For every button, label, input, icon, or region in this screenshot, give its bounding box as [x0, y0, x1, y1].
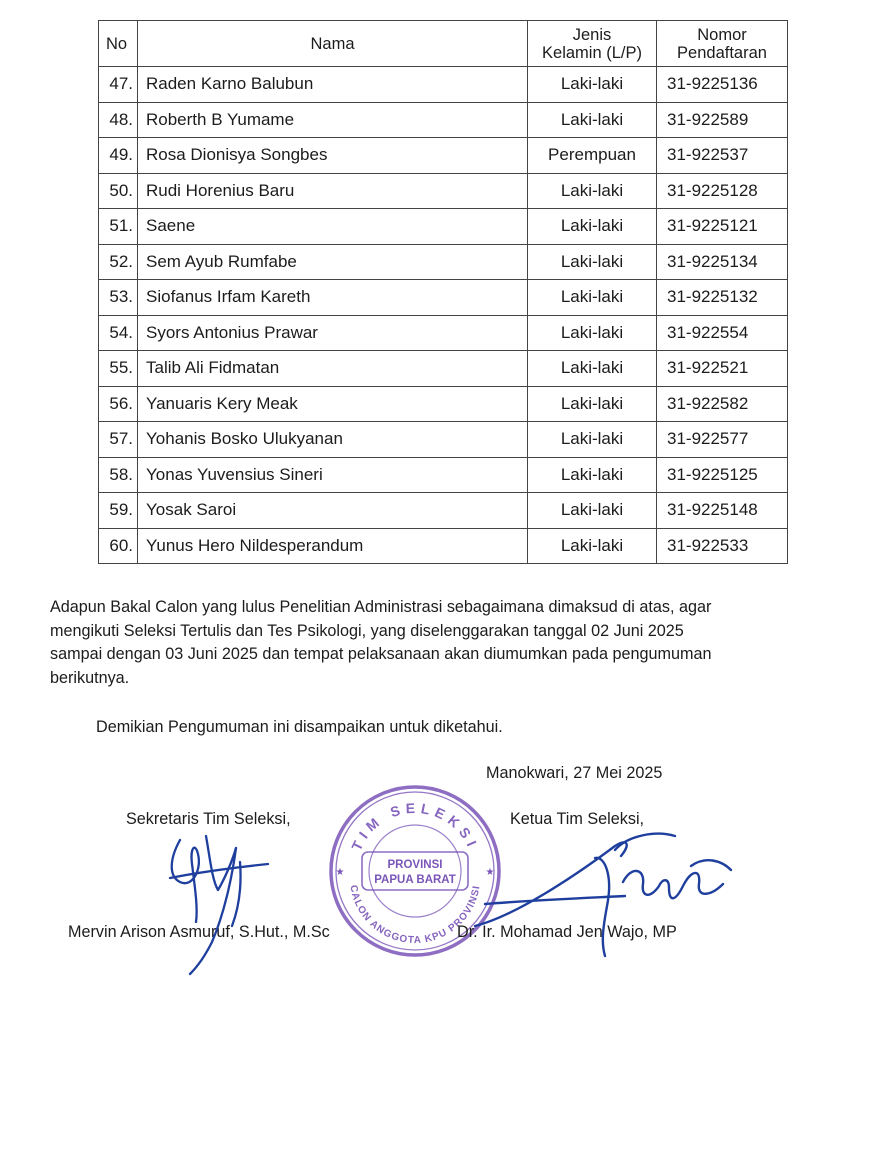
cell-sex: Laki-laki — [528, 280, 657, 316]
cell-sex: Laki-laki — [528, 244, 657, 280]
cell-registration: 31-9225128 — [657, 173, 788, 209]
paragraph-line: sampai dengan 03 Juni 2025 dan tempat pelaksanaan akan diumumkan pada pengumuman — [50, 645, 712, 663]
cell-sex: Laki-laki — [528, 457, 657, 493]
table-row — [99, 173, 788, 209]
paragraph-line: berikutnya. — [50, 668, 130, 687]
cell-name: Yanuaris Kery Meak — [138, 386, 528, 422]
cell-name: Yosak Saroi — [138, 493, 528, 529]
table-row — [99, 209, 788, 245]
stamp-center-line2: PAPUA BARAT — [374, 874, 456, 886]
table-row — [99, 315, 788, 351]
table-row — [99, 457, 788, 493]
cell-no: 53. — [99, 280, 138, 316]
stamp-star-right: ★ — [485, 867, 495, 878]
secretary-title: Sekretaris Tim Seleksi, — [126, 810, 291, 828]
stamp-bottom-arc: CALON ANGGOTA KPU PROVINSI — [347, 884, 483, 947]
place-date: Manokwari, 27 Mei 2025 — [486, 764, 663, 782]
cell-sex: Laki-laki — [528, 422, 657, 458]
cell-registration: 31-9225136 — [657, 67, 788, 103]
cell-no: 49. — [99, 138, 138, 174]
header-sex-line1: Jenis — [572, 25, 612, 44]
table-row — [99, 386, 788, 422]
cell-registration: 31-922537 — [657, 138, 788, 174]
announcement-paragraph — [50, 596, 820, 690]
chairman-signature — [455, 806, 755, 976]
cell-no: 58. — [99, 457, 138, 493]
cell-registration: 31-922554 — [657, 315, 788, 351]
cell-no: 56. — [99, 386, 138, 422]
cell-registration: 31-922589 — [657, 102, 788, 138]
header-sex — [528, 21, 657, 67]
cell-registration: 31-9225148 — [657, 493, 788, 529]
table-row — [99, 67, 788, 103]
cell-name: Yonas Yuvensius Sineri — [138, 457, 528, 493]
cell-sex: Laki-laki — [528, 386, 657, 422]
cell-registration: 31-922533 — [657, 528, 788, 564]
chairman-name: Dr. Ir. Mohamad Jen Wajo, MP — [457, 923, 677, 941]
table-row — [99, 422, 788, 458]
cell-registration: 31-9225132 — [657, 280, 788, 316]
table-row — [99, 244, 788, 280]
header-reg-line2: Pendaftaran — [677, 43, 767, 62]
cell-name: Yohanis Bosko Ulukyanan — [138, 422, 528, 458]
cell-name: Rosa Dionisya Songbes — [138, 138, 528, 174]
table-row — [99, 493, 788, 529]
cell-no: 57. — [99, 422, 138, 458]
header-reg-line1: Nomor — [697, 25, 747, 44]
table-row — [99, 138, 788, 174]
header-name: Nama — [138, 21, 528, 67]
secretary-signature — [140, 818, 300, 978]
cell-registration: 31-9225125 — [657, 457, 788, 493]
table-row — [99, 528, 788, 564]
table-row — [99, 351, 788, 387]
cell-name: Syors Antonius Prawar — [138, 315, 528, 351]
cell-registration: 31-922521 — [657, 351, 788, 387]
cell-name: Rudi Horenius Baru — [138, 173, 528, 209]
cell-no: 55. — [99, 351, 138, 387]
cell-name: Roberth B Yumame — [138, 102, 528, 138]
stamp-center-line1: PROVINSI — [387, 859, 443, 871]
table-header-row — [99, 21, 788, 67]
stamp-top-arc: TIM SELEKSI — [348, 799, 482, 854]
cell-sex: Laki-laki — [528, 528, 657, 564]
paragraph-line: Adapun Bakal Calon yang lulus Penelitian Administrasi sebagaimana dimaksud di atas, agar — [50, 598, 712, 616]
paragraph-line: mengikuti Seleksi Tertulis dan Tes Psikologi, yang diselenggarakan tanggal 02 Juni 2025 — [50, 621, 684, 640]
cell-no: 60. — [99, 528, 138, 564]
cell-registration: 31-922577 — [657, 422, 788, 458]
cell-registration: 31-9225134 — [657, 244, 788, 280]
secretary-name: Mervin Arison Asmuruf, S.Hut., M.Sc — [68, 923, 330, 941]
cell-name: Sem Ayub Rumfabe — [138, 244, 528, 280]
header-no: No — [99, 21, 138, 67]
chairman-title: Ketua Tim Seleksi, — [510, 810, 645, 828]
participant-table — [98, 20, 788, 564]
cell-name: Saene — [138, 209, 528, 245]
cell-name: Yunus Hero Nildesperandum — [138, 528, 528, 564]
table-row — [99, 102, 788, 138]
header-sex-line2: Kelamin (L/P) — [542, 43, 642, 62]
cell-name: Talib Ali Fidmatan — [138, 351, 528, 387]
cell-no: 52. — [99, 244, 138, 280]
cell-sex: Laki-laki — [528, 351, 657, 387]
cell-registration: 31-9225121 — [657, 209, 788, 245]
cell-sex: Laki-laki — [528, 173, 657, 209]
stamp-star-left: ★ — [335, 867, 345, 878]
cell-sex: Laki-laki — [528, 493, 657, 529]
cell-name: Siofanus Irfam Kareth — [138, 280, 528, 316]
cell-no: 47. — [99, 67, 138, 103]
cell-sex: Laki-laki — [528, 67, 657, 103]
cell-name: Raden Karno Balubun — [138, 67, 528, 103]
cell-sex: Laki-laki — [528, 102, 657, 138]
cell-no: 51. — [99, 209, 138, 245]
closing-statement: Demikian Pengumuman ini disampaikan untuk diketahui. — [96, 718, 503, 736]
cell-sex: Perempuan — [528, 138, 657, 174]
cell-no: 48. — [99, 102, 138, 138]
cell-sex: Laki-laki — [528, 315, 657, 351]
table-row — [99, 280, 788, 316]
header-registration — [657, 21, 788, 67]
cell-no: 59. — [99, 493, 138, 529]
cell-sex: Laki-laki — [528, 209, 657, 245]
cell-no: 50. — [99, 173, 138, 209]
cell-registration: 31-922582 — [657, 386, 788, 422]
cell-no: 54. — [99, 315, 138, 351]
